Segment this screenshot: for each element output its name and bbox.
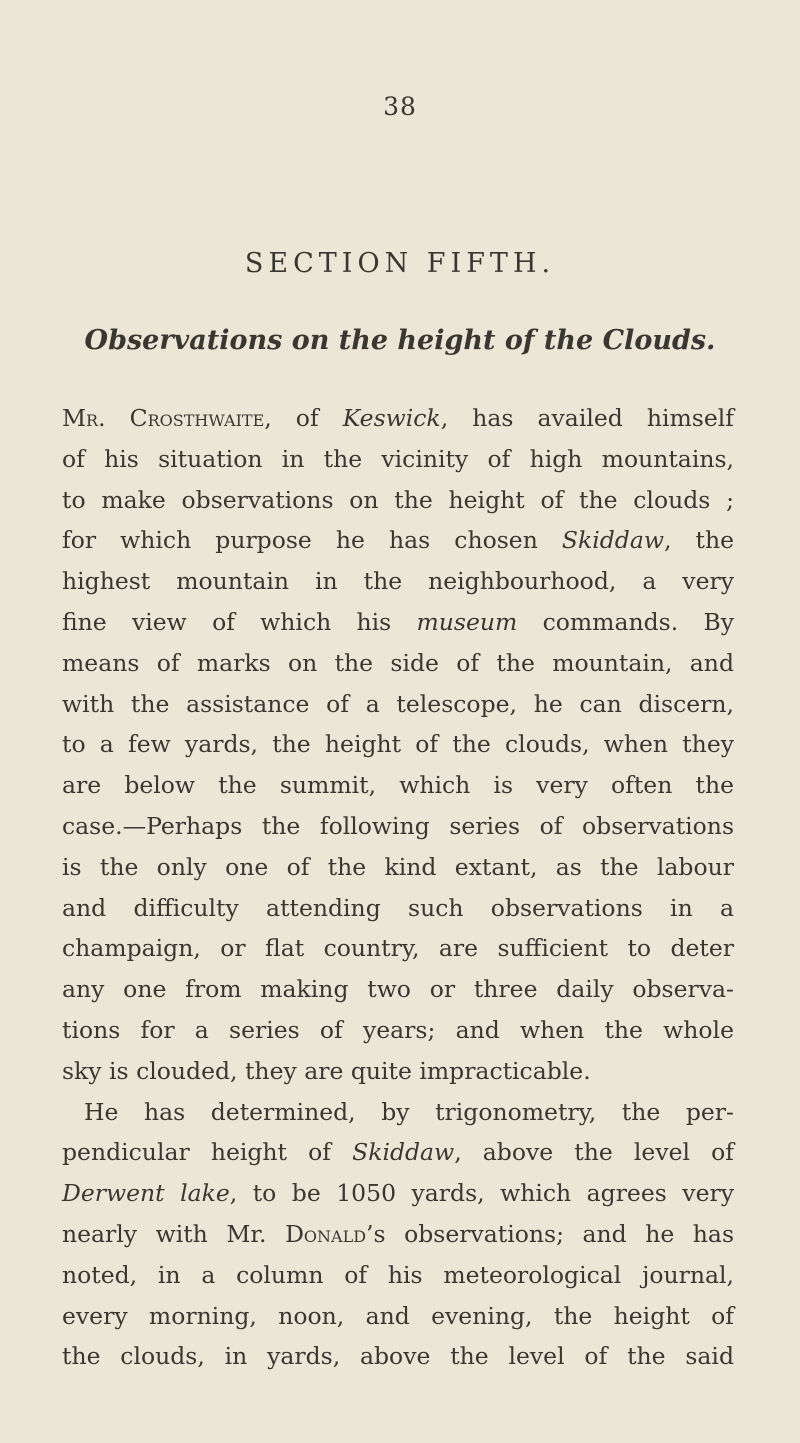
text-line xyxy=(62,1010,734,1051)
text-line xyxy=(62,1255,734,1296)
text-line xyxy=(62,888,734,929)
text-line xyxy=(62,561,734,602)
place-name: Derwent lake xyxy=(62,1179,230,1208)
text-run: , above the level of xyxy=(454,1138,734,1167)
text-run: nearly with Mr. xyxy=(62,1219,286,1248)
text-run: are below the summit, which is very often the xyxy=(62,771,734,800)
text-run: pendicular height of xyxy=(62,1138,353,1167)
text-run: highest mountain in the neighbourhood, a very xyxy=(62,567,734,596)
text-line xyxy=(62,969,734,1010)
text-line xyxy=(62,1051,734,1092)
page-number: 38 xyxy=(383,92,417,121)
text-run: , has availed himself xyxy=(440,404,734,432)
text-line xyxy=(62,398,734,439)
text-run: the clouds, in yards, above the level of the said xyxy=(62,1342,734,1371)
text-line xyxy=(62,928,734,969)
text-run: to make observations on the height of the clouds ; xyxy=(62,485,734,514)
text-line xyxy=(62,439,734,480)
text-run: any one from making two or three daily observa- xyxy=(62,975,734,1004)
text-line xyxy=(62,1336,734,1377)
person-name: Crosthwaite xyxy=(129,404,265,432)
place-name: Skiddaw xyxy=(352,1138,455,1167)
section-subtitle: Observations on the height of the Clouds. xyxy=(84,325,716,356)
text-run: Mr. xyxy=(62,404,130,432)
text-line xyxy=(62,643,734,684)
text-line xyxy=(62,1132,734,1173)
text-run: , to be 1050 yards, which agrees very xyxy=(229,1179,734,1208)
text-run: tions for a series of years; and when the whole xyxy=(62,1015,734,1044)
text-run: with the assistance of a telescope, he can discern, xyxy=(62,689,734,718)
text-run: He has determined, by trigonometry, the per- xyxy=(84,1097,734,1126)
text-run: , of xyxy=(264,404,343,432)
text-run: commands. By xyxy=(517,607,734,636)
text-run: is the only one of the kind extant, as the labour xyxy=(62,852,734,881)
text-run: fine view of which his xyxy=(62,607,417,636)
text-line xyxy=(62,1214,734,1255)
text-line xyxy=(62,602,734,643)
text-line xyxy=(62,724,734,765)
text-run: means of marks on the side of the mountain, and xyxy=(62,648,734,677)
text-run: case.—Perhaps the following series of observations xyxy=(62,811,734,840)
text-line xyxy=(62,480,734,521)
text-run: and difficulty attending such observations in a xyxy=(62,893,734,922)
text-run: ’s observations; and he has xyxy=(366,1219,734,1248)
text-run: noted, in a column of his meteorological journal, xyxy=(62,1260,734,1289)
text-run: to a few yards, the height of the clouds, when they xyxy=(62,730,734,759)
text-line xyxy=(62,806,734,847)
place-name: Keswick xyxy=(342,404,441,432)
text-line xyxy=(62,520,734,561)
text-line xyxy=(62,1173,734,1214)
text-line xyxy=(62,684,734,725)
text-line xyxy=(62,1092,734,1133)
text-line xyxy=(62,765,734,806)
text-line xyxy=(62,1296,734,1337)
text-run: every morning, noon, and evening, the height of xyxy=(62,1301,734,1330)
place-name: Skiddaw xyxy=(561,526,664,555)
text-run: champaign, or flat country, are sufficient to deter xyxy=(62,934,734,963)
emphasis: museum xyxy=(416,607,518,636)
section-title: SECTION FIFTH. xyxy=(244,248,556,279)
text-run: for which purpose he has chosen xyxy=(62,526,562,555)
person-name: Donald xyxy=(285,1219,367,1248)
text-line xyxy=(62,847,734,888)
text-run: , the xyxy=(663,526,734,555)
text-run: sky is clouded, they are quite impracticable. xyxy=(62,1056,591,1085)
text-run: of his situation in the vicinity of high mountains, xyxy=(62,444,734,473)
body-text xyxy=(62,398,734,1377)
